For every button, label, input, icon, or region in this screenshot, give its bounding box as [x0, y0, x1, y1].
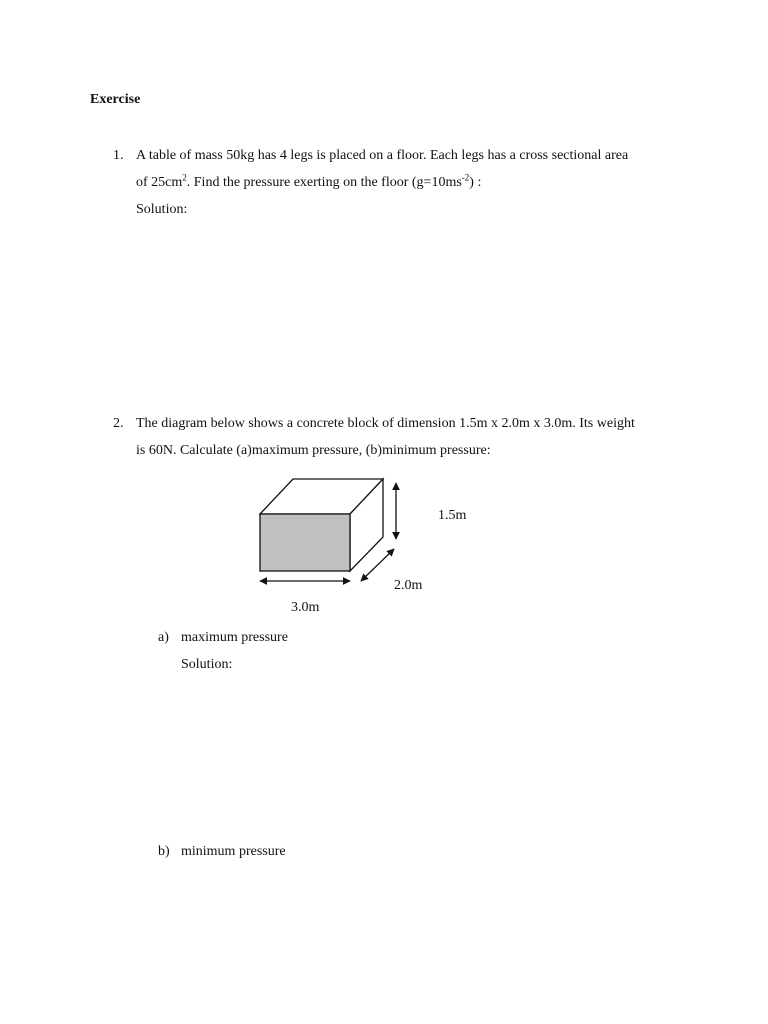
question-2-number: 2.	[113, 416, 124, 431]
q1-find-text: . Find the pressure exerting on the floor (g=10ms	[186, 175, 462, 190]
part-a-text: maximum pressure	[181, 630, 288, 645]
q1-area-exponent: 2	[182, 172, 187, 183]
question-1-line-1: A table of mass 50kg has 4 legs is placed on a floor. Each legs has a cross sectional area	[136, 148, 629, 163]
block-front-face	[260, 514, 350, 571]
page-heading: Exercise	[90, 92, 141, 107]
question-2-line-1: The diagram below shows a concrete block of dimension 1.5m x 2.0m x 3.0m. Its weight	[136, 416, 635, 431]
depth-label: 2.0m	[394, 578, 423, 593]
q1-closing-text: ) :	[469, 175, 482, 190]
question-1-solution-label: Solution:	[136, 202, 188, 217]
question-1-line-2	[136, 172, 482, 191]
question-1-number: 1.	[113, 148, 124, 163]
part-b-marker: b)	[158, 844, 170, 859]
width-label: 3.0m	[291, 600, 320, 615]
q1-g-exponent: -2	[461, 172, 470, 183]
q1-area-text: of 25cm	[136, 175, 183, 190]
question-2-line-2: is 60N. Calculate (a)maximum pressure, (b)minimum pressure:	[136, 443, 491, 458]
part-a-marker: a)	[158, 630, 169, 645]
concrete-block-diagram	[250, 470, 480, 620]
part-a-solution-label: Solution:	[181, 657, 233, 672]
height-label: 1.5m	[438, 508, 467, 523]
part-b-text: minimum pressure	[181, 844, 286, 859]
